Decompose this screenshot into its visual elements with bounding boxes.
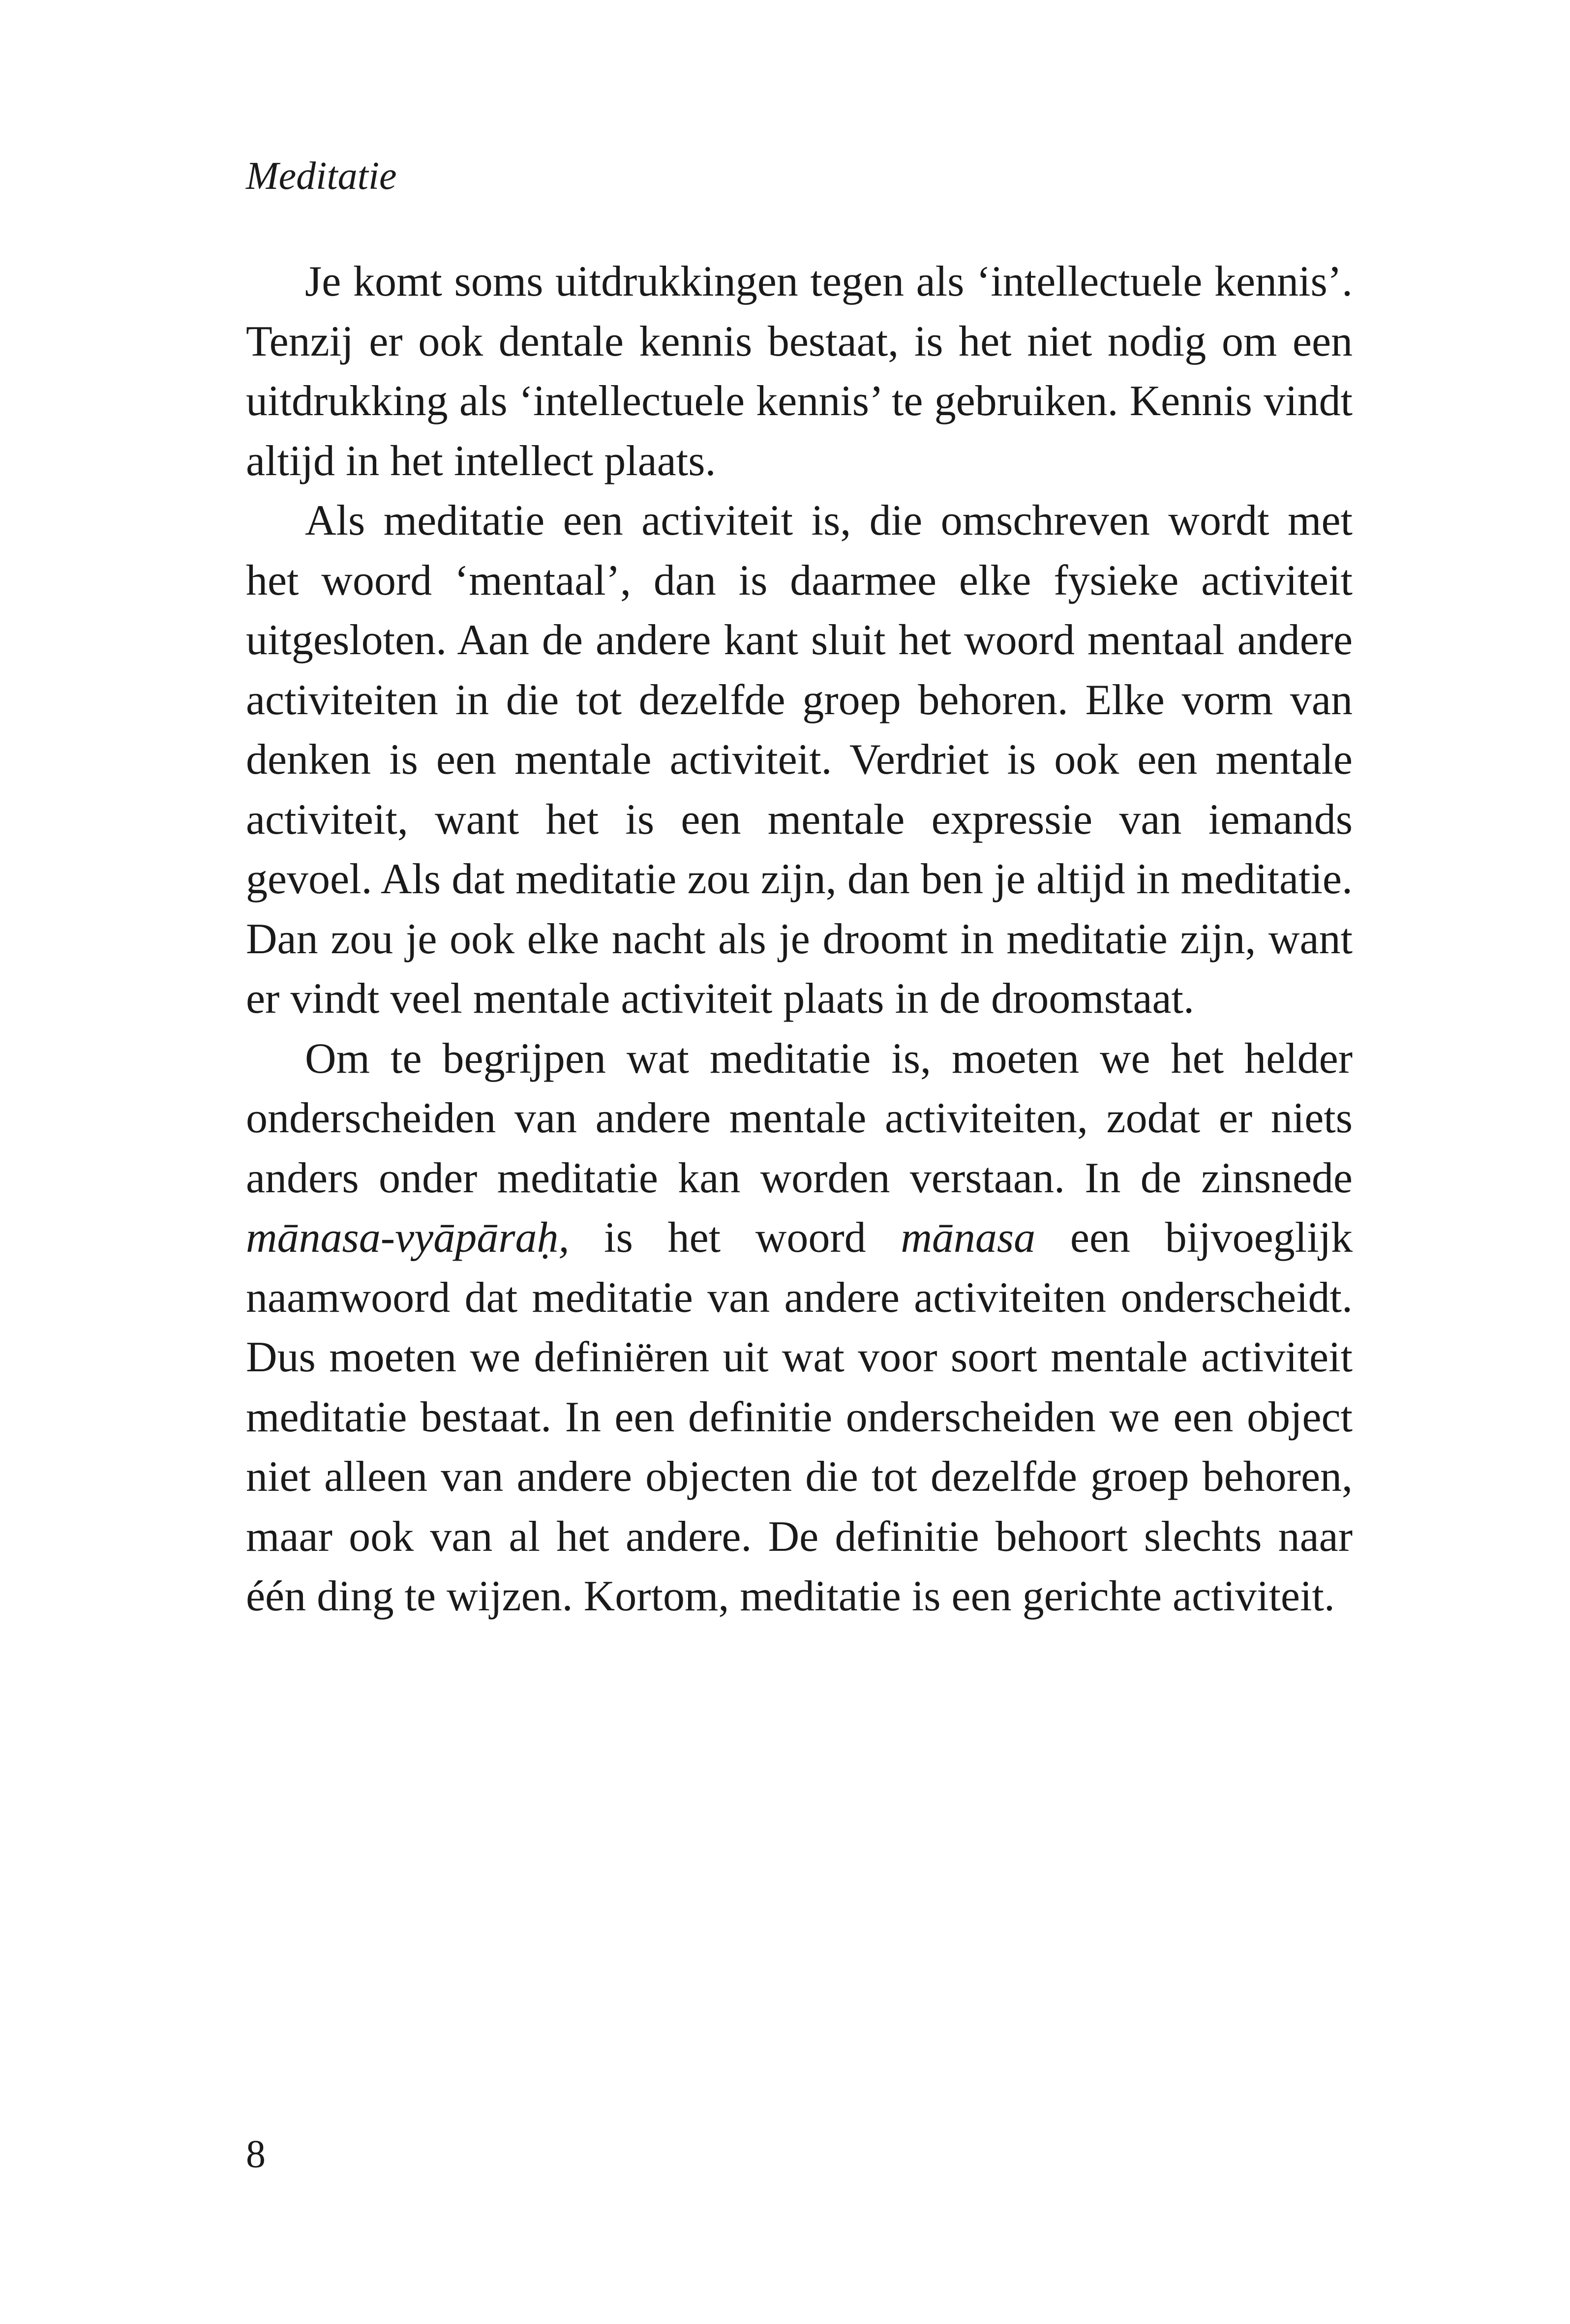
paragraph-3 [246,1029,1353,1627]
sanskrit-term-manasa-vyaparah: mānasa-vyāpāraḥ, [246,1214,570,1262]
page-number: 8 [246,2133,266,2176]
paragraph-1: Je komt soms uitdrukkingen tegen als ‘intellectuele kennis’. Tenzij er ook dentale kennis bestaat, is het niet nodig om een uitdrukking als ‘intellectuele kennis’ te gebruiken. Kennis vindt altijd in het intellect plaats. [246,258,1353,485]
paragraph-3-text-end: een bijvoeglijk naamwoord dat meditatie van andere activiteiten onderscheidt. Dus moeten we definiëren uit wat voor soort mentale activiteit meditatie bestaat. In een definitie onderscheiden we een object niet alleen van andere objecten die tot dezelfde groep behoren, maar ook van al het andere. De definitie behoort slechts naar één ding te wijzen. Kortom, meditatie is een gerichte activiteit. [246,1214,1353,1620]
body-text [246,252,1353,1627]
paragraph-2: Als meditatie een activiteit is, die omschreven wordt met het woord ‘mentaal’, dan is daarmee elke fysieke activiteit uitgesloten. Aan de andere kant sluit het woord mentaal andere activiteiten in die tot dezelfde groep behoren. Elke vorm van denken is een mentale activiteit. Verdriet is ook een mentale activiteit, want het is een mentale expressie van iemands gevoel. Als dat meditatie zou zijn, dan ben je altijd in meditatie. Dan zou je ook elke nacht als je droomt in meditatie zijn, want er vindt veel mentale activiteit plaats in de droomstaat. [246,497,1353,1023]
paragraph-3-text-start: Om te begrijpen wat meditatie is, moeten we het helder onderscheiden van andere mentale activiteiten, zodat er niets anders onder meditatie kan worden verstaan. In de zinsnede [246,1034,1353,1202]
paragraph-3-text-middle: is het woord [569,1214,901,1262]
running-header: Meditatie [246,154,397,198]
sanskrit-term-manasa: mānasa [901,1214,1036,1262]
